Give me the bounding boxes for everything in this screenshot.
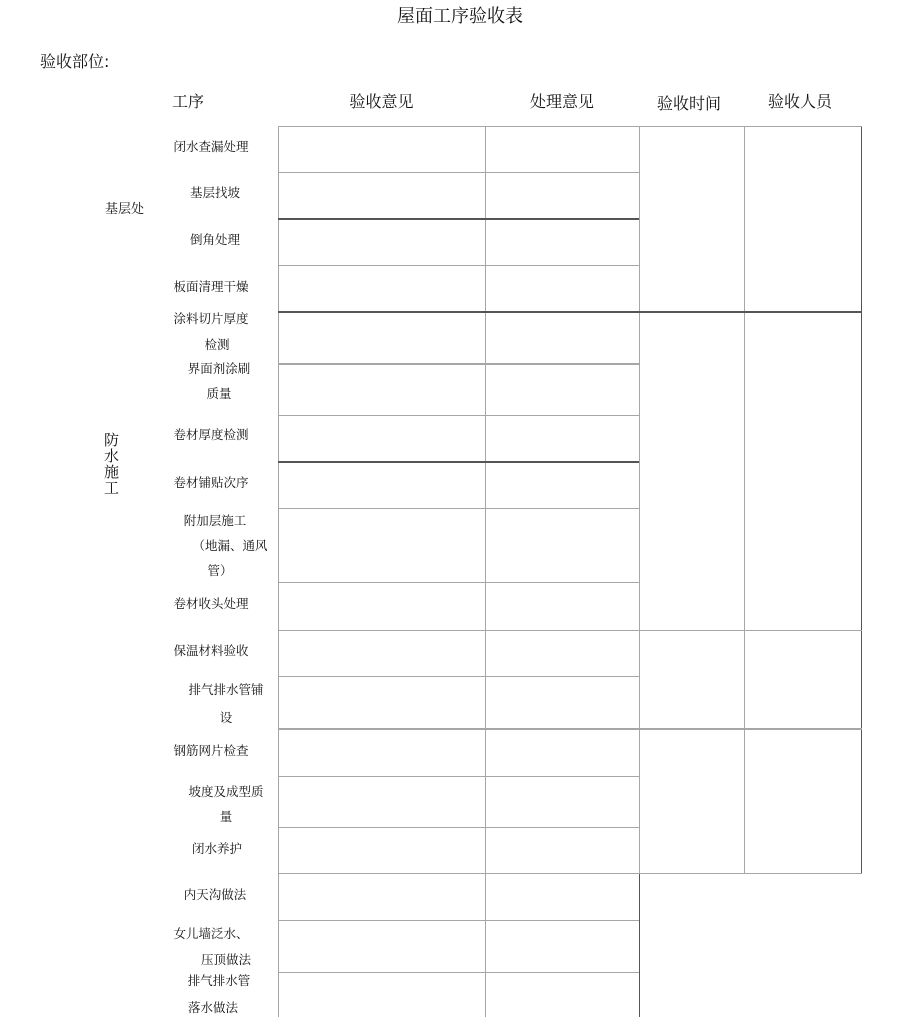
process-label: 压顶做法 [200, 952, 251, 967]
grid-line [278, 920, 639, 921]
grid-line [278, 415, 639, 416]
process-label: 倒角处理 [189, 232, 240, 247]
process-label: 管） [207, 563, 233, 578]
process-label: 卷材铺贴次序 [173, 475, 249, 490]
grid-line [278, 827, 639, 828]
process-label: 检测 [204, 337, 230, 352]
grid-line [278, 508, 639, 509]
process-label: 量 [219, 809, 233, 824]
grid-line [278, 728, 862, 730]
process-label: 附加层施工 [183, 513, 247, 528]
process-label: 坡度及成型质 [188, 784, 264, 799]
grid-line [278, 776, 639, 777]
process-label: 闭水查漏处理 [173, 139, 249, 154]
process-label: 闭水养护 [191, 841, 242, 856]
grid-line [639, 873, 640, 1017]
grid-line [278, 461, 639, 463]
grid-line [278, 218, 639, 220]
process-label: 界面剂涂刷 [187, 361, 251, 376]
group-base: 基层处 [105, 202, 145, 217]
grid-line [278, 363, 639, 365]
grid-line [639, 126, 640, 873]
process-label: 板面清理干燥 [173, 279, 249, 294]
header-handling: 处理意见 [529, 92, 594, 111]
grid-line [278, 676, 639, 677]
process-label: 涂料切片厚度 [173, 311, 249, 326]
grid-line [485, 126, 486, 1017]
process-label: 基层找坡 [189, 185, 240, 200]
grid-line [278, 873, 862, 874]
grid-line [278, 582, 639, 583]
grid-line [278, 630, 862, 631]
process-label: 排气排水管铺 [188, 682, 264, 697]
header-process: 工序 [172, 92, 205, 111]
process-label: 质量 [206, 386, 232, 401]
process-label: 卷材厚度检测 [173, 427, 249, 442]
group-waterproof: 防水施工 [102, 432, 120, 496]
grid-line [278, 311, 862, 313]
header-inspector: 验收人员 [767, 92, 832, 111]
process-label: 落水做法 [187, 1000, 238, 1015]
grid-line [278, 126, 279, 1017]
header-opinion: 验收意见 [349, 92, 414, 111]
location-label: 验收部位: [40, 52, 110, 71]
page-title: 屋面工序验收表 [397, 6, 523, 27]
process-label: 卷材收头处理 [173, 596, 249, 611]
process-label: 排气排水管 [187, 973, 251, 988]
grid-line [278, 265, 639, 266]
process-label: （地漏、通风 [192, 538, 268, 553]
process-label: 保温材料验收 [173, 643, 249, 658]
process-label: 钢筋网片检查 [173, 743, 249, 758]
grid-line [744, 126, 745, 873]
grid-line [861, 126, 862, 873]
grid-line [278, 126, 862, 127]
grid-line [278, 172, 639, 173]
process-label: 女儿墙泛水、 [173, 926, 249, 941]
process-label: 内天沟做法 [183, 887, 247, 902]
process-label: 设 [219, 710, 233, 725]
grid-line [278, 972, 639, 973]
header-time: 验收时间 [656, 94, 721, 113]
